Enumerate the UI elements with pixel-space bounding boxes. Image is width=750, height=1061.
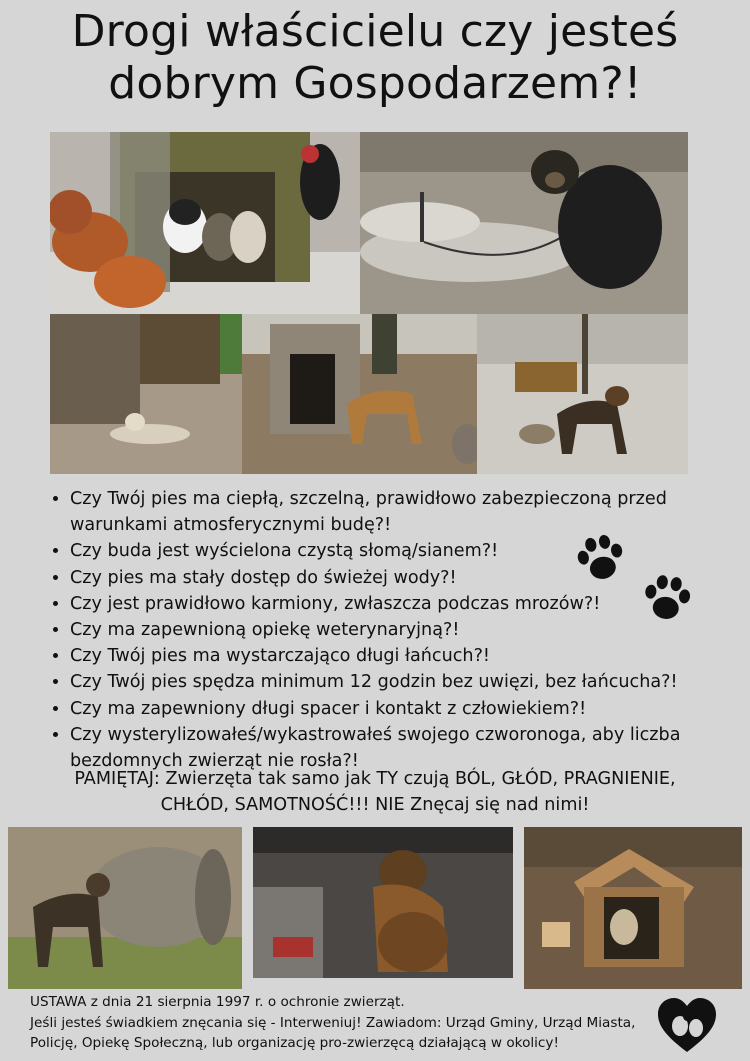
- list-item: • Czy jest prawidłowo karmiony, zwłaszcza podczas mrozów?!: [70, 591, 720, 617]
- list-item: • Czy ma zapewnioną opiekę weterynaryjną?!: [70, 617, 720, 643]
- list-item: • Czy ma zapewniony długi spacer i kontakt z człowiekiem?!: [70, 696, 720, 722]
- questions-list: [52, 486, 720, 774]
- dog-in-wooden-kennel-photo: [524, 827, 742, 989]
- chained-shepherd-dog-photo: [253, 827, 513, 978]
- poster-title: [0, 6, 750, 110]
- dog-by-barrel-in-snow-photo: [477, 314, 688, 474]
- footer-line-3: Policję, Opiekę Społeczną, lub organizację pro-zwierzęcą działającą w okolicy!: [30, 1035, 559, 1052]
- footer-line-2: Jeśli jesteś świadkiem znęcania się - Interweniuj! Zawiadom: Urząd Gminy, Urząd Miasta,: [30, 1014, 636, 1031]
- dogs-in-kennel-with-hens-photo: [50, 132, 360, 314]
- dog-lying-by-wooden-shed-photo: [50, 314, 242, 474]
- thin-dog-by-kennel-photo: [242, 314, 477, 474]
- reminder-line-1: PAMIĘTAJ: Zwierzęta tak samo jak TY czują BÓL, GŁÓD, PRAGNIENIE,: [74, 769, 676, 789]
- list-item: • Czy Twój pies ma wystarczająco długi łańcuch?!: [70, 643, 720, 669]
- heart-paw-logo-icon: [656, 996, 718, 1054]
- title-line-2: dobrym Gospodarzem?!: [108, 58, 642, 109]
- chained-black-dog-photo: [360, 132, 688, 314]
- footer-text: [30, 992, 680, 1054]
- footer-line-1: USTAWA z dnia 21 sierpnia 1997 r. o ochronie zwierząt.: [30, 994, 405, 1010]
- paw-print-icon: [640, 574, 694, 624]
- list-item: • Czy pies ma stały dostęp do świeżej wody?!: [70, 565, 720, 591]
- list-item: • Czy Twój pies spędza minimum 12 godzin bez uwięzi, bez łańcucha?!: [70, 669, 720, 695]
- dog-by-metal-barrel-photo: [8, 827, 242, 989]
- list-item: • Czy wysterylizowałeś/wykastrowałeś swojego czworonoga, aby liczba bezdomnych zwierząt nie rosła?!: [70, 722, 720, 774]
- list-item: • Czy Twój pies ma ciepłą, szczelną, prawidłowo zabezpieczoną przed warunkami atmosferycznymi budę?!: [70, 486, 720, 538]
- reminder-text: [40, 766, 710, 818]
- reminder-line-2: CHŁÓD, SAMOTNOŚĆ!!! NIE Znęcaj się nad nimi!: [160, 795, 590, 815]
- title-line-1: Drogi właścicielu czy jesteś: [71, 6, 679, 57]
- paw-print-icon: [574, 534, 628, 584]
- list-item: • Czy buda jest wyścielona czystą słomą/sianem?!: [70, 538, 720, 564]
